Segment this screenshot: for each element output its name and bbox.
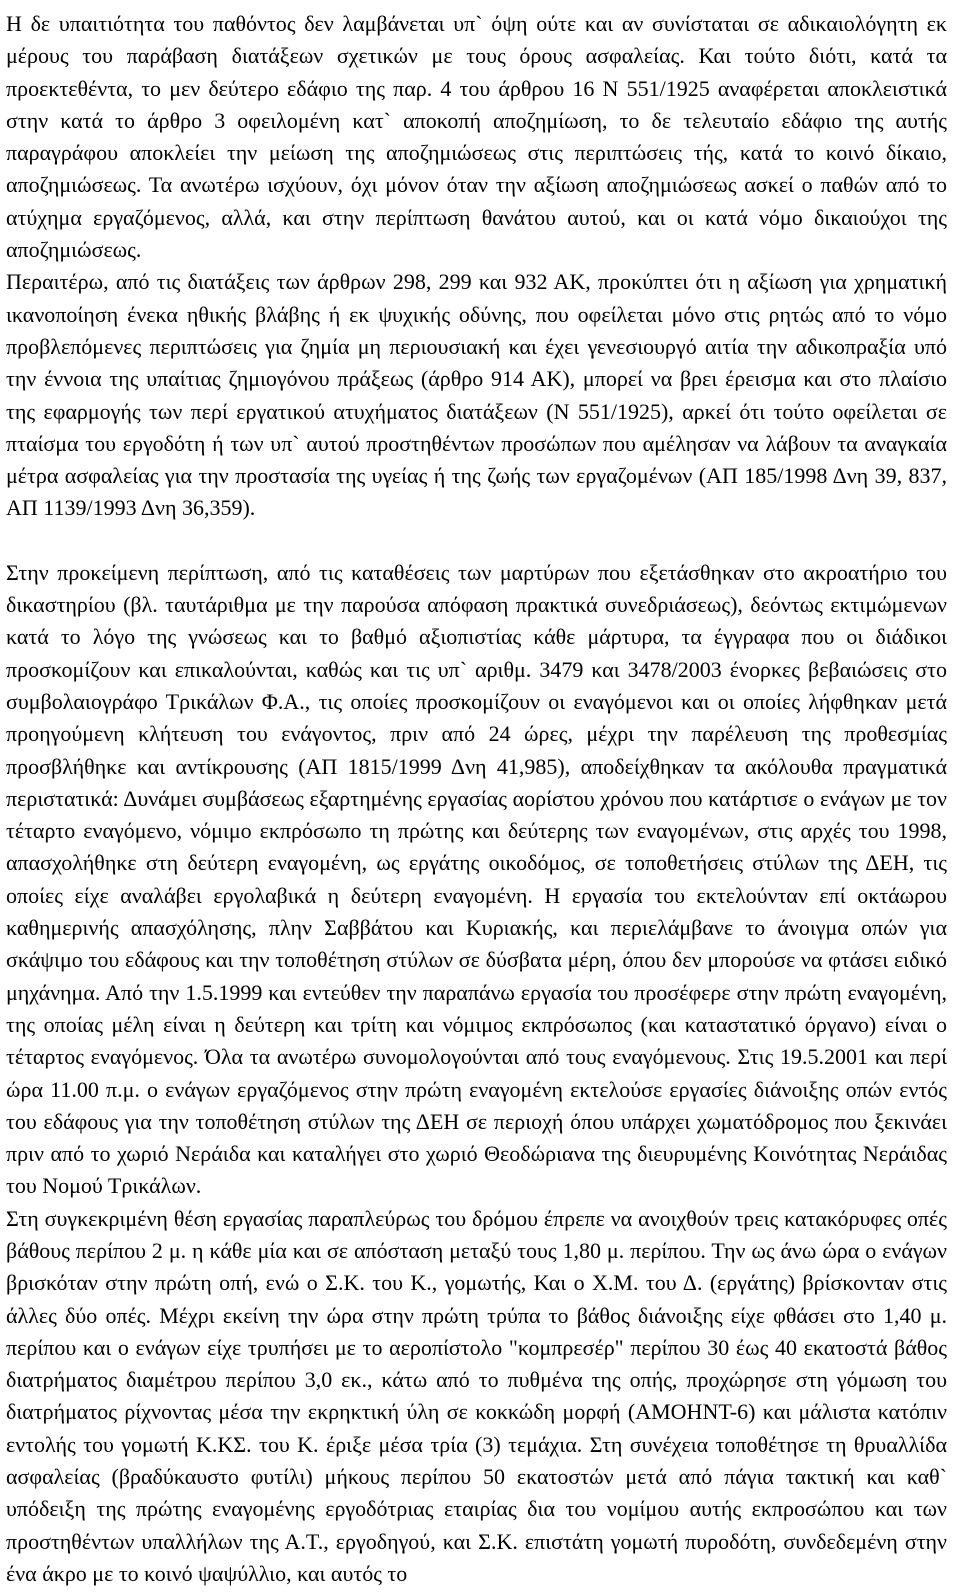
paragraph-work-site: Στη συγκεκριμένη θέση εργασίας παραπλεύρως του δρόμου έπρεπε να ανοιχθούν τρεις κατακόρυφες οπές βάθους περίπου 2 μ. η κάθε μία και σε απόσταση μεταξύ τους 1,80 μ. περίπου. Την ως άνω ώρα ο ενάγων βρισκόταν στην πρώτη οπή, ενώ ο Σ.Κ. του Κ., γομωτής, Και ο Χ.Μ. του Δ. (εργάτης) βρίσκονταν στις άλλες δύο οπές. Μέχρι εκείνη την ώρα στην πρώτη τρύπα το βάθος διάνοιξης είχε φθάσει στο 1,40 μ. περίπου και ο ενάγων είχε τρυπήσει με το αεροπίστολο "κομπρεσέρ" περίπου 30 έως 40 εκατοστά βάθος διατρήματος διαμέτρου περίπου 3,0 εκ., κάτω από το πυθμένα της οπής, προχώρησε στη γόμωση του διατρήματος ρίχνοντας μέσα την εκρηκτική ύλη σε κοκκώδη μορφή (ΑΜΟΗΝΤ-6) και μάλιστα κατόπιν εντολής του γομωτή Κ.ΚΣ. του Κ. έριξε μέσα τρία (3) τεμάχια. Στη συνέχεια τοποθέτησε τη θρυαλλίδα ασφαλείας (βραδύκαυστο φυτίλι) μήκους περίπου 50 εκατοστών μετά από πάγια τακτική και καθ` υπόδειξη της πρώτης εναγομένης εργοδότριας εταιρίας δια του νομίμου αυτής εκπροσώπου και των προστηθέντων υπαλλήλων της Α.Τ., εργοδηγού, και Σ.Κ. επιστάτη γομωτή πυροδότη, συνδεδεμένη στην ένα άκρο με το κοινό ψαψύλλιο, και αυτός το: [6, 1205, 947, 1586]
paragraph-facts: Στην προκείμενη περίπτωση, από τις καταθέσεις των μαρτύρων που εξετάσθηκαν στο ακροατήριο του δικαστηρίου (βλ. ταυτάριθμα με την παρούσα απόφαση πρακτικά συνεδριάσεως), δεόντως εκτιμώμενων κατά το λόγο της γνώσεως και το βαθμό αξιοπιστίας κάθε μάρτυρα, τα έγγραφα που οι διάδικοι προσκομίζουν και επικαλούνται, καθώς και τις υπ` αριθμ. 3479 και 3478/2003 ένορκες βεβαιώσεις στο συμβολαιογράφο Τρικάλων Φ.Α., τις οποίες προσκομίζουν οι εναγόμενοι και οι οποίες λήφθηκαν μετά προηγούμενη κλήτευση του ενάγοντος, πριν από 24 ώρες, μέχρι την παρέλευση της προθεσμίας προσβλήθηκε και αντίκρουσης (ΑΠ 1815/1999 Δνη 41,985), αποδείχθηκαν τα ακόλουθα πραγματικά περιστατικά: Δυνάμει συμβάσεως εξαρτημένης εργασίας αορίστου χρόνου που κατάρτισε ο ενάγων με τον τέταρτο εναγόμενο, νόμιμο εκπρόσωπο τη πρώτης και δεύτερης των εναγομένων, στις αρχές του 1998, απασχολήθηκε στη δεύτερη εναγομένη, ως εργάτης οικοδόμος, σε τοποθετήσεις στύλων της ΔΕΗ, τις οποίες είχε αναλάβει εργολαβικά η δεύτερη εναγομένη. Η εργασία του εκτελούνταν επί οκτάωρου καθημερινής απασχόλησης, πλην Σαββάτου και Κυριακής, και περιελάμβανε το άνοιγμα οπών για σκάψιμο του εδάφους και την τοποθέτηση στύλων σε δύσβατα μέρη, όπου δεν μπορούσε να φτάσει ειδικό μηχάνημα. Από την 1.5.1999 και εντεύθεν την παραπάνω εργασία του προσέφερε στην πρώτη εναγομένη, της οποίας μέλη είναι η δεύτερη και τρίτη και νόμιμος εκπρόσωπος (και καταστατικό όργανο) είναι ο τέταρτος εναγόμενος. Όλα τα ανωτέρω συνομολογούνται από τους εναγόμενους. Στις 19.5.2001 και περί ώρα 11.00 π.μ. ο ενάγων εργαζόμενος στην πρώτη εναγομένη εκτελούσε εργασίες διάνοιξης οπών εντός του εδάφους για την τοποθέτηση στύλων της ΔΕΗ σε περιοχή όπου υπάρχει χωματόδρομος που ξεκινάει πριν από το χωριό Νεράιδα και καταλήγει στο χωριό Θεοδώριανα της διευρυμένης Κοινότητας Νεράιδας του Νομού Τρικάλων.: [6, 559, 947, 1199]
paragraph-spacer: [6, 525, 947, 557]
paragraph-liability: Η δε υπαιτιότητα του παθόντος δεν λαμβάνεται υπ` όψη ούτε και αν συνίσταται σε αδικαιολόγητη εκ μέρους του παράβαση διατάξεων σχετικών με τους όρους ασφαλείας. Και τούτο διότι, κατά τα προεκτεθέντα, το μεν δεύτερο εδάφιο της παρ. 4 του άρθρου 16 Ν 551/1925 αναφέρεται αποκλειστικά στην κατά το άρθρο 3 οφειλομένη κατ` αποκοπή αποζημίωση, το δε τελευταίο εδάφιο της αυτής παραγράφου αποκλείει την μείωση της αποζημιώσεως στις περιπτώσεις τής, κατά το κοινό δίκαιο, αποζημιώσεως. Τα ανωτέρω ισχύουν, όχι μόνον όταν την αξίωση αποζημιώσεως ασκεί ο παθών από το ατύχημα εργαζόμενος, αλλά, και στην περίπτωση θανάτου αυτού, και οι κατά νόμο δικαιούχοι της αποζημιώσεως.: [6, 11, 947, 263]
paragraph-moral-damages: Περαιτέρω, από τις διατάξεις των άρθρων 298, 299 και 932 ΑΚ, προκύπτει ότι η αξίωση για χρηματική ικανοποίηση ένεκα ηθικής βλάβης ή εκ ψυχικής οδύνης, που οφείλεται μόνο στις ρητώς από το νόμο προβλεπόμενες περιπτώσεις για ζημία μη περιουσιακή και έχει γενεσιουργό αιτία την αδικοπραξία υπό την έννοια της υπαίτιας ζημιογόνου πράξεως (άρθρο 914 ΑΚ), μπορεί να βρει έρεισμα και στο πλαίσιο της εφαρμογής των περί εργατικού ατυχήματος διατάξεων (Ν 551/1925), αρκεί ότι τούτο οφείλεται σε πταίσμα του εργοδότη ή των υπ` αυτού προστηθέντων προσώπων που αμέλησαν να λάβουν τα αναγκαία μέτρα ασφαλείας για την προστασία της υγείας ή της ζωής των εργαζομένων (ΑΠ 185/1998 Δνη 39, 837, ΑΠ 1139/1993 Δνη 36,359).: [6, 269, 947, 521]
